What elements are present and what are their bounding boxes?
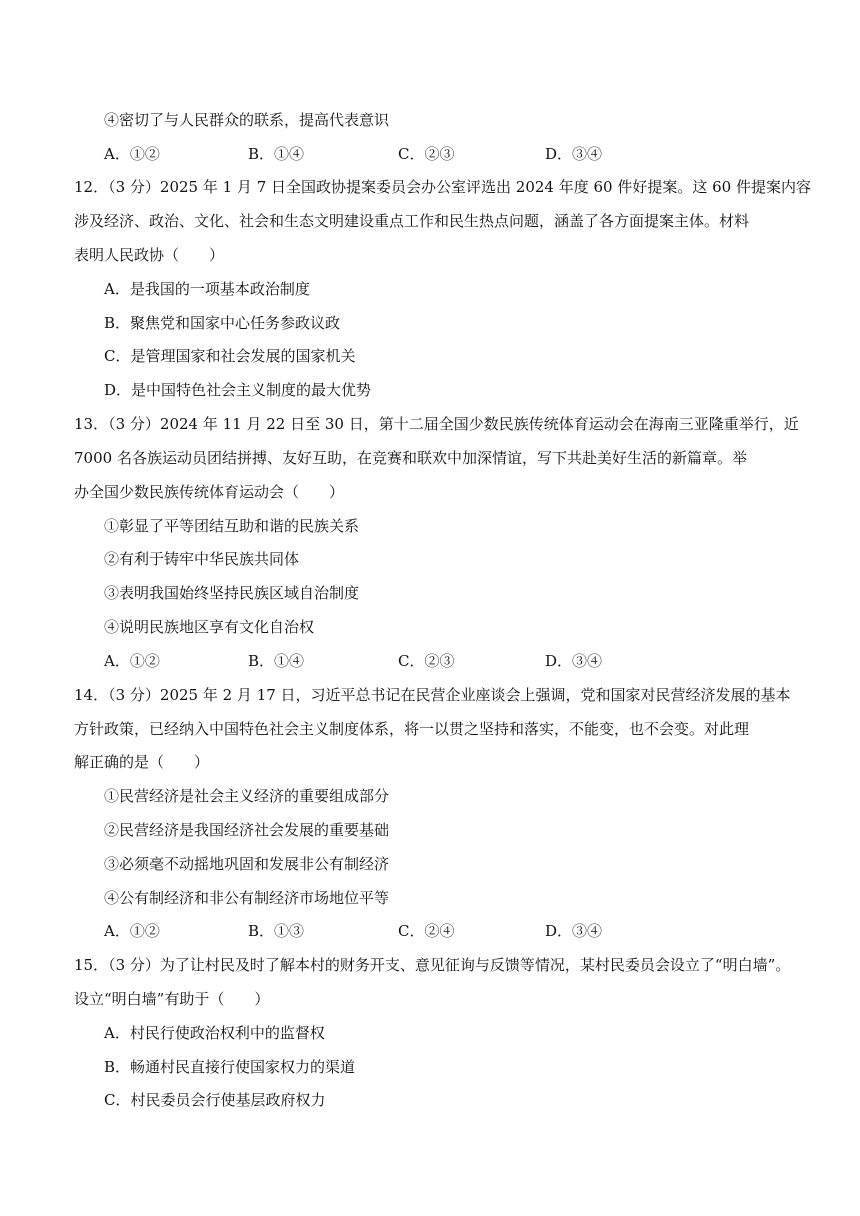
- q13-choice-b: B．①④: [248, 652, 305, 670]
- q14-stem-line-2: 方针政策，已经纳入中国特色社会主义制度体系，将一以贯之坚持和落实，不能变，也不会变。对此理: [74, 720, 750, 738]
- q14-choice-b: B．①③: [248, 922, 305, 940]
- q13-choice-c: C．②③: [398, 652, 455, 670]
- q13-statement-4: ④说明民族地区享有文化自治权: [104, 618, 315, 636]
- q12-stem-line-3: 表明人民政协（ ）: [74, 246, 225, 264]
- q14-choice-c: C．②④: [398, 922, 455, 940]
- q13-stem-line-3: 办全国少数民族传统体育运动会（ ）: [74, 483, 345, 501]
- q15-option-b: B．畅通村民直接行使国家权力的渠道: [104, 1058, 356, 1076]
- q15-stem-line-2: 设立“明白墙”有助于（ ）: [74, 990, 270, 1008]
- q11-choice-b: B．①④: [248, 145, 305, 163]
- q13-stem-line-2: 7000 名各族运动员团结拼搏、友好互助，在竞赛和联欢中加深情谊，写下共赴美好生活的新篇章。举: [74, 449, 747, 467]
- q11-choice-c: C．②③: [398, 145, 455, 163]
- q14-statement-2: ②民营经济是我国经济社会发展的重要基础: [104, 821, 390, 839]
- q15-option-a: A．村民行使政治权利中的监督权: [104, 1024, 325, 1042]
- q12-option-d: D．是中国特色社会主义制度的最大优势: [104, 381, 372, 399]
- q11-statement-4: ④密切了与人民群众的联系，提高代表意识: [104, 111, 390, 129]
- q13-statement-3: ③表明我国始终坚持民族区域自治制度: [104, 584, 360, 602]
- q14-statement-4: ④公有制经济和非公有制经济市场地位平等: [104, 889, 390, 907]
- q12-option-b: B．聚焦党和国家中心任务参政议政: [104, 314, 341, 332]
- q12-option-c: C．是管理国家和社会发展的国家机关: [104, 347, 356, 365]
- q12-stem-line-2: 涉及经济、政治、文化、社会和生态文明建设重点工作和民生热点问题，涵盖了各方面提案主体。材料: [74, 212, 750, 230]
- q14-choice-a: A．①②: [104, 922, 160, 940]
- q11-choice-a: A．①②: [104, 145, 160, 163]
- q13-choice-d: D．③④: [545, 652, 603, 670]
- q14-choice-d: D．③④: [545, 922, 603, 940]
- q15-option-c: C．村民委员会行使基层政府权力: [104, 1091, 326, 1109]
- q12-stem-line-1: 12．（3 分）2025 年 1 月 7 日全国政协提案委员会办公室评选出 2024 年度 60 件好提案。这 60 件提案内容: [74, 178, 811, 196]
- q13-statement-2: ②有利于铸牢中华民族共同体: [104, 550, 300, 568]
- q13-stem-line-1: 13．（3 分）2024 年 11 月 22 日至 30 日，第十二届全国少数民族传统体育运动会在海南三亚隆重举行，近: [74, 415, 799, 433]
- q14-stem-line-1: 14．（3 分）2025 年 2 月 17 日，习近平总书记在民营企业座谈会上强调，党和国家对民营经济发展的基本: [74, 686, 791, 704]
- q14-statement-3: ③必须毫不动摇地巩固和发展非公有制经济: [104, 855, 390, 873]
- q13-statement-1: ①彰显了平等团结互助和谐的民族关系: [104, 517, 360, 535]
- q13-choice-a: A．①②: [104, 652, 160, 670]
- q14-stem-line-3: 解正确的是（ ）: [74, 753, 210, 771]
- q15-stem-line-1: 15．（3 分）为了让村民及时了解本村的财务开支、意见征询与反馈等情况，某村民委员会设立了“明白墙”。: [74, 956, 791, 974]
- q14-statement-1: ①民营经济是社会主义经济的重要组成部分: [104, 787, 390, 805]
- q12-option-a: A．是我国的一项基本政治制度: [104, 280, 310, 298]
- q11-choice-d: D．③④: [545, 145, 603, 163]
